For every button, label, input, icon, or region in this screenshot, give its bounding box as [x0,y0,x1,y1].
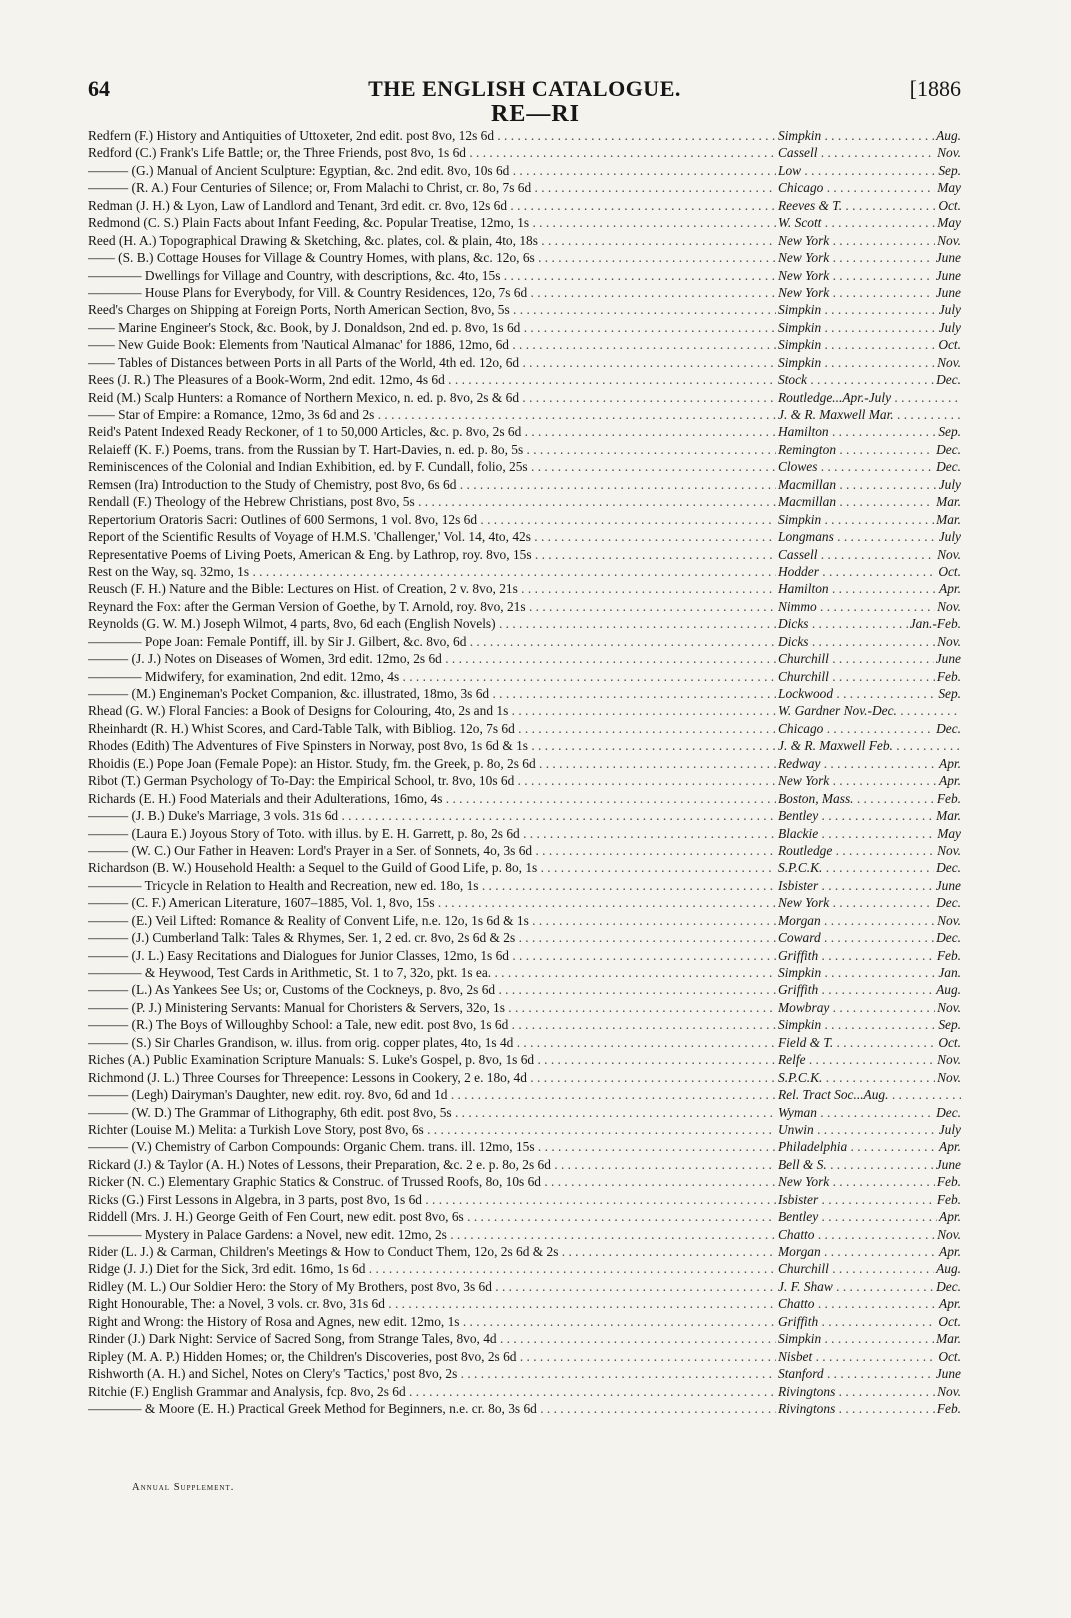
entry-date: Jan.-Feb. [909,616,961,632]
entry-publisher: Rivingtons . . . [778,1383,961,1400]
entry-title: Relaieff (K. F.) Poems, trans. from the Russian by T. Hart-Davies, n. ed. p. 8o, 5s . . . [88,441,776,458]
entry-publisher: Longmans . . . [778,528,961,545]
entry-title: ——— (M.) Engineman's Pocket Companion, &c. illustrated, 18mo, 3s 6d . . . [88,685,776,702]
entry-title: Redfern (F.) History and Antiquities of Uttoxeter, 2nd edit. post 8vo, 12s 6d . . . [88,127,776,144]
entry-publisher: Boston, Mass. . . . [778,790,961,807]
entry-title: ———— Dwellings for Village and Country, with descriptions, &c. 4to, 15s . . . [88,267,776,284]
list-item [88,894,961,911]
entry-publisher: Dicks . . . [778,615,961,632]
list-item [88,1034,961,1051]
entry-publisher: Rivingtons . . . [778,1400,961,1417]
list-item [88,790,961,807]
entry-title: Richmond (J. L.) Three Courses for Threepence: Lessons in Cookery, 2 e. 18o, 4d . . . [88,1069,776,1086]
entry-date: Apr. [939,1244,961,1259]
entry-publisher: Griffith . . . [778,947,961,964]
entry-title: ——— (R. A.) Four Centuries of Silence; or, From Malachi to Christ, cr. 8o, 7s 6d . . . [88,179,776,196]
entry-publisher: Bentley . . . [778,807,961,824]
list-item [88,249,961,266]
entry-publisher: W. Gardner Nov.-Dec. . . . [778,702,961,719]
entry-title: Reed (H. A.) Topographical Drawing & Sketching, &c. plates, col. & plain, 4to, 18s . . . [88,232,776,249]
list-item [88,755,961,772]
entry-date: Mar. [936,511,961,527]
page-title: THE ENGLISH CATALOGUE. [368,76,681,101]
entry-date: Nov. [937,145,961,161]
list-item [88,301,961,318]
entry-publisher: Bentley . . . [778,1208,961,1225]
entry-date: Oct. [938,337,961,353]
entry-publisher: Morgan . . . [778,1243,961,1260]
entry-publisher: Blackie . . . [778,825,961,842]
list-item [88,1400,961,1417]
entry-date: June [935,284,961,300]
entry-date: Feb. [936,790,961,806]
entry-date: Nov. [937,1052,961,1068]
list-item [88,598,961,615]
entry-date: Sep. [938,686,961,701]
list-item [88,964,961,981]
list-item [88,284,961,301]
entry-list [88,127,961,1417]
entry-date: Nov. [937,999,961,1015]
entry-title: Reusch (F. H.) Nature and the Bible: Lectures on Hist. of Creation, 2 v. 8vo, 21s . . . [88,580,776,597]
entry-publisher: Relfe . . . [778,1051,961,1068]
list-item [88,1156,961,1173]
list-item [88,354,961,371]
entry-date: Sep. [938,424,961,440]
list-item [88,1260,961,1277]
list-item [88,1016,961,1033]
entry-title: Rheinhardt (R. H.) Whist Scores, and Card-Table Talk, with Bibliog. 12o, 7s 6d . . . [88,720,776,737]
entry-publisher: J. & R. Maxwell Feb. . . . [778,737,961,754]
entry-date: Aug. [936,982,961,998]
entry-date: June [935,1366,961,1382]
entry-publisher: Simpkin . . . [778,319,961,336]
entry-publisher: Simpkin . . . [778,964,961,981]
list-item [88,772,961,789]
entry-date: Apr. [939,1209,961,1225]
entry-date: Apr. [939,581,961,597]
entry-date: Oct. [938,563,961,579]
list-item [88,1295,961,1312]
list-item [88,1104,961,1121]
entry-publisher: Macmillan . . . [778,493,961,510]
entry-title: Ricker (N. C.) Elementary Graphic Statics & Construc. of Trussed Roofs, 8o, 10s 6d . . . [88,1173,776,1190]
section-heading: RE—RI [490,101,580,127]
entry-date: Mar. [936,494,961,510]
footer-note: Annual Supplement. [132,1482,235,1493]
list-item [88,1330,961,1347]
entry-publisher: Simpkin . . . [778,1016,961,1033]
entry-publisher: Griffith . . . [778,981,961,998]
entry-publisher: Hodder . . . [778,563,961,580]
list-item [88,720,961,737]
entry-publisher: Coward . . . [778,929,961,946]
entry-title: Remsen (Ira) Introduction to the Study of Chemistry, post 8vo, 6s 6d . . . [88,476,776,493]
entry-title: Reed's Charges on Shipping at Foreign Ports, North American Section, 8vo, 5s . . . [88,301,776,318]
list-item [88,981,961,998]
entry-date: May [937,180,961,196]
entry-publisher: Griffith . . . [778,1313,961,1330]
entry-title: ——— (V.) Chemistry of Carbon Compounds: Organic Chem. trans. ill. 12mo, 15s . . . [88,1138,776,1155]
entry-date: Sep. [938,1017,961,1033]
entry-date: Mar. [936,808,961,824]
entry-title: —— Star of Empire: a Romance, 12mo, 3s 6d and 2s . . . [88,406,776,423]
list-item [88,406,961,423]
running-head [88,76,961,102]
entry-date: Dec. [936,1104,961,1120]
entry-publisher: Simpkin . . . [778,301,961,318]
entry-title: Reynard the Fox: after the German Version of Goethe, by T. Arnold, roy. 8vo, 21s . . . [88,598,776,615]
list-item [88,1173,961,1190]
entry-title: —— New Guide Book: Elements from 'Nautical Almanac' for 1886, 12mo, 6d . . . [88,336,776,353]
entry-title: —— (S. B.) Cottage Houses for Village & Country Homes, with plans, &c. 12o, 6s . . . [88,249,776,266]
entry-date: May [937,215,961,231]
entry-date: Oct. [938,197,961,213]
entry-date: Apr. [939,755,961,771]
entry-date: Apr. [939,1296,961,1312]
entry-title: Redford (C.) Frank's Life Battle; or, the Three Friends, post 8vo, 1s 6d . . . [88,144,776,161]
entry-title: Ritchie (F.) English Grammar and Analysis, fcp. 8vo, 2s 6d . . . [88,1383,776,1400]
list-item [88,563,961,580]
entry-title: ———— Tricycle in Relation to Health and Recreation, new ed. 18o, 1s . . . [88,877,776,894]
entry-title: Rhoidis (E.) Pope Joan (Female Pope): an Histor. Study, fm. the Greek, p. 8o, 2s 6d . . . [88,755,776,772]
list-item [88,214,961,231]
entry-publisher: Rel. Tract Soc...Aug. . . . [778,1086,961,1103]
entry-date: Feb. [936,1400,961,1416]
list-item [88,493,961,510]
entry-publisher: Bell & S. . . . [778,1156,961,1173]
list-item [88,737,961,754]
entry-publisher: Cassell . . . [778,546,961,563]
entry-date: Dec. [936,441,961,457]
entry-publisher: Clowes . . . [778,458,961,475]
entry-publisher: Hamilton . . . [778,423,961,440]
list-item [88,371,961,388]
entry-publisher: S.P.C.K. . . . [778,1069,961,1086]
entry-title: ——— (E.) Veil Lifted: Romance & Reality of Convent Life, n.e. 12o, 1s 6d & 1s . . . [88,912,776,929]
entry-publisher: J. F. Shaw . . . [778,1278,961,1295]
entry-title: ———— & Heywood, Test Cards in Arithmetic, St. 1 to 7, 32o, pkt. 1s ea. . . . [88,964,776,981]
entry-date: Nov. [937,842,961,858]
entry-title: Rhodes (Edith) The Adventures of Five Spinsters in Norway, post 8vo, 1s 6d & 1s . . . [88,737,776,754]
entry-publisher: Morgan . . . [778,912,961,929]
list-item [88,476,961,493]
list-item [88,389,961,406]
entry-publisher: Simpkin . . . [778,127,961,144]
entry-title: Reid's Patent Indexed Ready Reckoner, of 1 to 50,000 Articles, &c. p. 8vo, 2s 6d . . . [88,423,776,440]
entry-publisher: Simpkin . . . [778,354,961,371]
entry-title: Rees (J. R.) The Pleasures of a Book-Worm, 2nd edit. 12mo, 4s 6d . . . [88,371,776,388]
entry-publisher: Unwin . . . [778,1121,961,1138]
entry-publisher: Field & T. . . . [778,1034,961,1051]
entry-title: Ribot (T.) German Psychology of To-Day: the Empirical School, tr. 8vo, 10s 6d . . . [88,772,776,789]
entry-date: Nov. [937,1226,961,1242]
entry-date: Feb. [936,947,961,963]
entry-date: July [938,319,961,335]
entry-publisher: Routledge...Apr.-July . . . [778,389,961,406]
entry-date: Sep. [938,162,961,178]
entry-date: Nov. [937,546,961,562]
list-item [88,1365,961,1382]
entry-title: Richter (Louise M.) Melita: a Turkish Love Story, post 8vo, 6s . . . [88,1121,776,1138]
entry-date: Feb. [936,1174,961,1190]
entry-date: June [935,1156,961,1172]
entry-title: ———— & Moore (E. H.) Practical Greek Method for Beginners, n.e. cr. 8o, 3s 6d . . . [88,1400,776,1417]
entry-publisher: Macmillan . . . [778,476,961,493]
entry-date: Nov. [937,598,961,614]
entry-title: ——— (C. F.) American Literature, 1607–1885, Vol. 1, 8vo, 15s . . . [88,894,776,911]
entry-title: Rider (L. J.) & Carman, Children's Meetings & How to Conduct Them, 12o, 2s 6d & 2s . . . [88,1243,776,1260]
list-item [88,267,961,284]
entry-title: ——— (J. L.) Easy Recitations and Dialogues for Junior Classes, 12mo, 1s 6d . . . [88,947,776,964]
entry-title: ——— (J. J.) Notes on Diseases of Women, 3rd edit. 12mo, 2s 6d . . . [88,650,776,667]
entry-date: Nov. [937,1383,961,1399]
list-item [88,929,961,946]
list-item [88,668,961,685]
entry-date: June [935,651,961,667]
entry-date: Aug. [936,128,961,143]
year-marker: [1886 [909,76,961,101]
entry-publisher: Cassell . . . [778,144,961,161]
entry-title: ——— (L.) As Yankees See Us; or, Customs of the Cockneys, p. 8vo, 2s 6d . . . [88,981,776,998]
entry-date: May [937,825,961,841]
entry-date: Dec. [936,860,961,876]
entry-title: ——— (Legh) Dairyman's Daughter, new edit. roy. 8vo, 6d and 1d . . . [88,1086,776,1103]
entry-publisher: Wyman . . . [778,1104,961,1121]
list-item [88,859,961,876]
entry-date: Apr. [939,773,961,789]
entry-title: ——— (Laura E.) Joyous Story of Toto. with illus. by E. H. Garrett, p. 8o, 2s 6d . . . [88,825,776,842]
entry-date: Dec. [936,895,961,911]
entry-date: Aug. [936,1261,961,1277]
entry-title: —— Marine Engineer's Stock, &c. Book, by J. Donaldson, 2nd ed. p. 8vo, 1s 6d . . . [88,319,776,336]
entry-publisher: New York . . . [778,232,961,249]
list-item [88,1278,961,1295]
list-item [88,1226,961,1243]
entry-title: Ripley (M. A. P.) Hidden Homes; or, the Children's Discoveries, post 8vo, 2s 6d . . . [88,1348,776,1365]
entry-publisher: Chicago . . . [778,720,961,737]
list-item [88,127,961,144]
entry-title: Richards (E. H.) Food Materials and their Adulterations, 16mo, 4s . . . [88,790,776,807]
entry-publisher: Nimmo . . . [778,598,961,615]
list-item [88,162,961,179]
list-item [88,319,961,336]
list-item [88,842,961,859]
entry-publisher: J. & R. Maxwell Mar. . . . [778,406,961,423]
list-item [88,1383,961,1400]
entry-title: Rest on the Way, sq. 32mo, 1s . . . [88,563,776,580]
entry-title: Reid (M.) Scalp Hunters: a Romance of Northern Mexico, n. ed. p. 8vo, 2s & 6d . . . [88,389,776,406]
list-item [88,1069,961,1086]
entry-title: Ridge (J. J.) Diet for the Sick, 3rd edit. 16mo, 1s 6d . . . [88,1260,776,1277]
entry-date: Dec. [936,459,961,475]
entry-title: ——— (W. D.) The Grammar of Lithography, 6th edit. post 8vo, 5s . . . [88,1104,776,1121]
entry-publisher: Stock . . . [778,371,961,388]
list-item [88,528,961,545]
entry-title: Riddell (Mrs. J. H.) George Geith of Fen Court, new edit. post 8vo, 6s . . . [88,1208,776,1225]
entry-title: Right Honourable, The: a Novel, 3 vols. cr. 8vo, 31s 6d . . . [88,1295,776,1312]
list-item [88,197,961,214]
list-item [88,546,961,563]
entry-publisher: Reeves & T. . . . [778,197,961,214]
entry-date: Oct. [938,1348,961,1364]
entry-date: Dec. [936,720,961,736]
list-item [88,1348,961,1365]
list-item [88,1243,961,1260]
entry-date: July [938,1121,961,1137]
entry-title: ——— (W. C.) Our Father in Heaven: Lord's Prayer in a Ser. of Sonnets, 4o, 3s 6d . . . [88,842,776,859]
entry-publisher: New York . . . [778,894,961,911]
entry-date: Apr. [939,1139,961,1155]
entry-title: Ridley (M. L.) Our Soldier Hero: the Story of My Brothers, post 8vo, 3s 6d . . . [88,1278,776,1295]
entry-date: July [938,529,961,545]
entry-publisher: Low . . . [778,162,961,179]
entry-date: Dec. [936,930,961,946]
list-item [88,179,961,196]
entry-publisher: Simpkin . . . [778,511,961,528]
entry-publisher: Routledge . . . [778,842,961,859]
entry-publisher: Simpkin . . . [778,336,961,353]
entry-title: ———— Midwifery, for examination, 2nd edit. 12mo, 4s . . . [88,668,776,685]
entry-title: Report of the Scientific Results of Voyage of H.M.S. 'Challenger,' Vol. 14, 4to, 42s . . . [88,528,776,545]
list-item [88,912,961,929]
entry-publisher: Chatto . . . [778,1226,961,1243]
entry-title: —— Tables of Distances between Ports in all Parts of the World, 4th ed. 12o, 6d . . . [88,354,776,371]
entry-title: ——— (J.) Cumberland Talk: Tales & Rhymes, Ser. 1, 2 ed. cr. 8vo, 2s 6d & 2s . . . [88,929,776,946]
entry-title: Reynolds (G. W. M.) Joseph Wilmot, 4 parts, 8vo, 6d each (English Novels) . . . [88,615,776,632]
list-item [88,825,961,842]
entry-title: ———— House Plans for Everybody, for Vill. & Country Residences, 12o, 7s 6d . . . [88,284,776,301]
entry-title: Rinder (J.) Dark Night: Service of Sacred Song, from Strange Tales, 8vo, 4d . . . [88,1330,776,1347]
entry-publisher: Remington . . . [778,441,961,458]
entry-publisher: Isbister . . . [778,877,961,894]
entry-publisher: Mowbray . . . [778,999,961,1016]
entry-date: Nov. [937,232,961,248]
entry-date: Nov. [937,1069,961,1085]
entry-date: Nov. [937,633,961,649]
entry-date: Dec. [936,372,961,388]
list-item [88,947,961,964]
entry-publisher: Hamilton . . . [778,580,961,597]
list-item [88,1208,961,1225]
list-item [88,511,961,528]
entry-publisher: S.P.C.K. . . . [778,859,961,876]
entry-publisher: Chatto . . . [778,1295,961,1312]
entry-title: Rendall (F.) Theology of the Hebrew Christians, post 8vo, 5s . . . [88,493,776,510]
list-item [88,232,961,249]
entry-publisher: W. Scott . . . [778,214,961,231]
list-item [88,807,961,824]
entry-title: Representative Poems of Living Poets, American & Eng. by Lathrop, roy. 8vo, 15s . . . [88,546,776,563]
entry-date: Dec. [936,1278,961,1294]
list-item [88,650,961,667]
entry-date: Feb. [936,1191,961,1207]
entry-title: Ricks (G.) First Lessons in Algebra, in 3 parts, post 8vo, 1s 6d . . . [88,1191,776,1208]
entry-publisher: Simpkin . . . [778,1330,961,1347]
list-item [88,702,961,719]
list-item [88,633,961,650]
entry-title: ———— Pope Joan: Female Pontiff, ill. by Sir J. Gilbert, &c. 8vo, 6d . . . [88,633,776,650]
list-item [88,877,961,894]
entry-date: Mar. [936,1331,961,1347]
entry-title: ——— (R.) The Boys of Willoughby School: a Tale, new edit. post 8vo, 1s 6d . . . [88,1016,776,1033]
entry-title: Redman (J. H.) & Lyon, Law of Landlord and Tenant, 3rd edit. cr. 8vo, 12s 6d . . . [88,197,776,214]
entry-title: Redmond (C. S.) Plain Facts about Infant Feeding, &c. Popular Treatise, 12mo, 1s . . . [88,214,776,231]
entry-publisher: Lockwood . . . [778,685,961,702]
entry-title: ——— (J. B.) Duke's Marriage, 3 vols. 31s 6d . . . [88,807,776,824]
entry-publisher: New York . . . [778,772,961,789]
entry-publisher: Churchill . . . [778,650,961,667]
entry-date: Feb. [936,668,961,684]
entry-title: Repertorium Oratoris Sacri: Outlines of 600 Sermons, 1 vol. 8vo, 12s 6d . . . [88,511,776,528]
entry-date: July [938,476,961,492]
entry-title: Rhead (G. W.) Floral Fancies: a Book of Designs for Colouring, 4to, 2s and 1s . . . [88,702,776,719]
entry-date: June [935,877,961,893]
list-item [88,441,961,458]
list-item [88,336,961,353]
entry-publisher: New York . . . [778,1173,961,1190]
entry-title: Right and Wrong: the History of Rosa and Agnes, new edit. 12mo, 1s . . . [88,1313,776,1330]
list-item [88,685,961,702]
entry-title: Richardson (B. W.) Household Health: a Sequel to the Guild of Good Life, p. 8o, 1s . . . [88,859,776,876]
entry-publisher: Stanford . . . [778,1365,961,1382]
entry-publisher: Churchill . . . [778,1260,961,1277]
entry-date: June [935,267,961,283]
entry-publisher: Dicks . . . [778,633,961,650]
entry-title: ———— Mystery in Palace Gardens: a Novel, new edit. 12mo, 2s . . . [88,1226,776,1243]
list-item [88,144,961,161]
list-item [88,1138,961,1155]
entry-title: Riches (A.) Public Examination Scripture Manuals: S. Luke's Gospel, p. 8vo, 1s 6d . . . [88,1051,776,1068]
entry-publisher: Isbister . . . [778,1191,961,1208]
entry-publisher: New York . . . [778,284,961,301]
entry-title: ——— (P. J.) Ministering Servants: Manual for Choristers & Servers, 32o, 1s . . . [88,999,776,1016]
entry-publisher: Churchill . . . [778,668,961,685]
page-number: 64 [88,76,110,101]
entry-publisher: Chicago . . . [778,179,961,196]
list-item [88,1051,961,1068]
entry-title: Reminiscences of the Colonial and Indian Exhibition, ed. by F. Cundall, folio, 25s . . . [88,458,776,475]
entry-title: Rishworth (A. H.) and Sichel, Notes on Clery's 'Tactics,' post 8vo, 2s . . . [88,1365,776,1382]
entry-date: Nov. [937,354,961,370]
list-item [88,423,961,440]
list-item [88,1313,961,1330]
entry-date: Oct. [938,1034,961,1050]
entry-publisher: New York . . . [778,267,961,284]
entry-date: June [935,250,961,266]
entry-date: Jan. [938,965,961,980]
list-item [88,1191,961,1208]
list-item [88,580,961,597]
entry-title: Rickard (J.) & Taylor (A. H.) Notes of Lessons, their Preparation, &c. 2 e. p. 8o, 2s 6d . . . [88,1156,776,1173]
list-item [88,1121,961,1138]
entry-date: Nov. [937,912,961,928]
entry-publisher: Philadelphia . . . [778,1138,961,1155]
entry-publisher: New York . . . [778,249,961,266]
entry-title: ——— (G.) Manual of Ancient Sculpture: Egyptian, &c. 2nd edit. 8vo, 10s 6d . . . [88,162,776,179]
list-item [88,458,961,475]
list-item [88,999,961,1016]
list-item [88,1086,961,1103]
entry-publisher: Nisbet . . . [778,1348,961,1365]
entry-publisher: Redway . . . [778,755,961,772]
list-item [88,615,961,632]
entry-date: July [938,302,961,318]
entry-date: Oct. [938,1313,961,1329]
entry-title: ——— (S.) Sir Charles Grandison, w. illus. from orig. copper plates, 4to, 1s 4d . . . [88,1034,776,1051]
